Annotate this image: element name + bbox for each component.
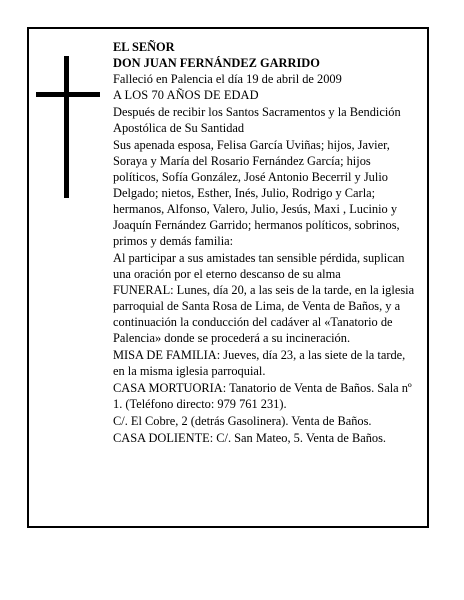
cross-icon xyxy=(36,56,100,198)
family-paragraph: Sus apenada esposa, Felisa García Uviñas; hijos, Javier, Soraya y María del Rosario Fernández García; hijos políticos, Sofía González, José Antonio Becerril y Julio Delgado; nietos, Esther, Inés, Julio, Rodrigo y Carla; hermanos, Alfonso, Valero, Julio, Jesús, Maxi , Lucinio y Joaquín Fernández Garrido; hermanos políticos, sobrinos, primos y demás familia: xyxy=(113,138,400,248)
death-line: Falleció en Palencia el día 19 de abril de 2009 xyxy=(113,72,342,86)
notice-text xyxy=(113,39,419,447)
funeral-paragraph: FUNERAL: Lunes, día 20, a las seis de la tarde, en la iglesia parroquial de Santa Rosa de Lima, de Venta de Baños, y a continuación la conducción del cadáver al «Tanatorio de Palencia» donde se procederá a su incineración. xyxy=(113,283,415,345)
age-line: A LOS 70 AÑOS DE EDAD xyxy=(113,88,259,102)
deceased-name: DON JUAN FERNÁNDEZ GARRIDO xyxy=(113,56,320,70)
mourning-house-paragraph: CASA DOLIENTE: C/. San Mateo, 5. Venta de Baños. xyxy=(113,431,387,445)
cross-vertical-bar xyxy=(64,56,69,198)
sacraments-paragraph: Después de recibir los Santos Sacramentos y la Bendición Apostólica de Su Santidad xyxy=(113,105,401,135)
heading-title: EL SEÑOR xyxy=(113,40,175,54)
funeral-home-paragraph: CASA MORTUORIA: Tanatorio de Venta de Baños. Sala nº 1. (Teléfono directo: 979 761 231). xyxy=(113,381,412,411)
family-mass-paragraph: MISA DE FAMILIA: Jueves, día 23, a las siete de la tarde, en la misma iglesia parroquial. xyxy=(113,348,406,378)
cross-horizontal-bar xyxy=(36,92,100,97)
address-paragraph: C/. El Cobre, 2 (detrás Gasolinera). Venta de Baños. xyxy=(113,414,372,428)
request-paragraph: Al participar a sus amistades tan sensible pérdida, suplican una oración por el eterno descanso de su alma xyxy=(113,251,405,281)
